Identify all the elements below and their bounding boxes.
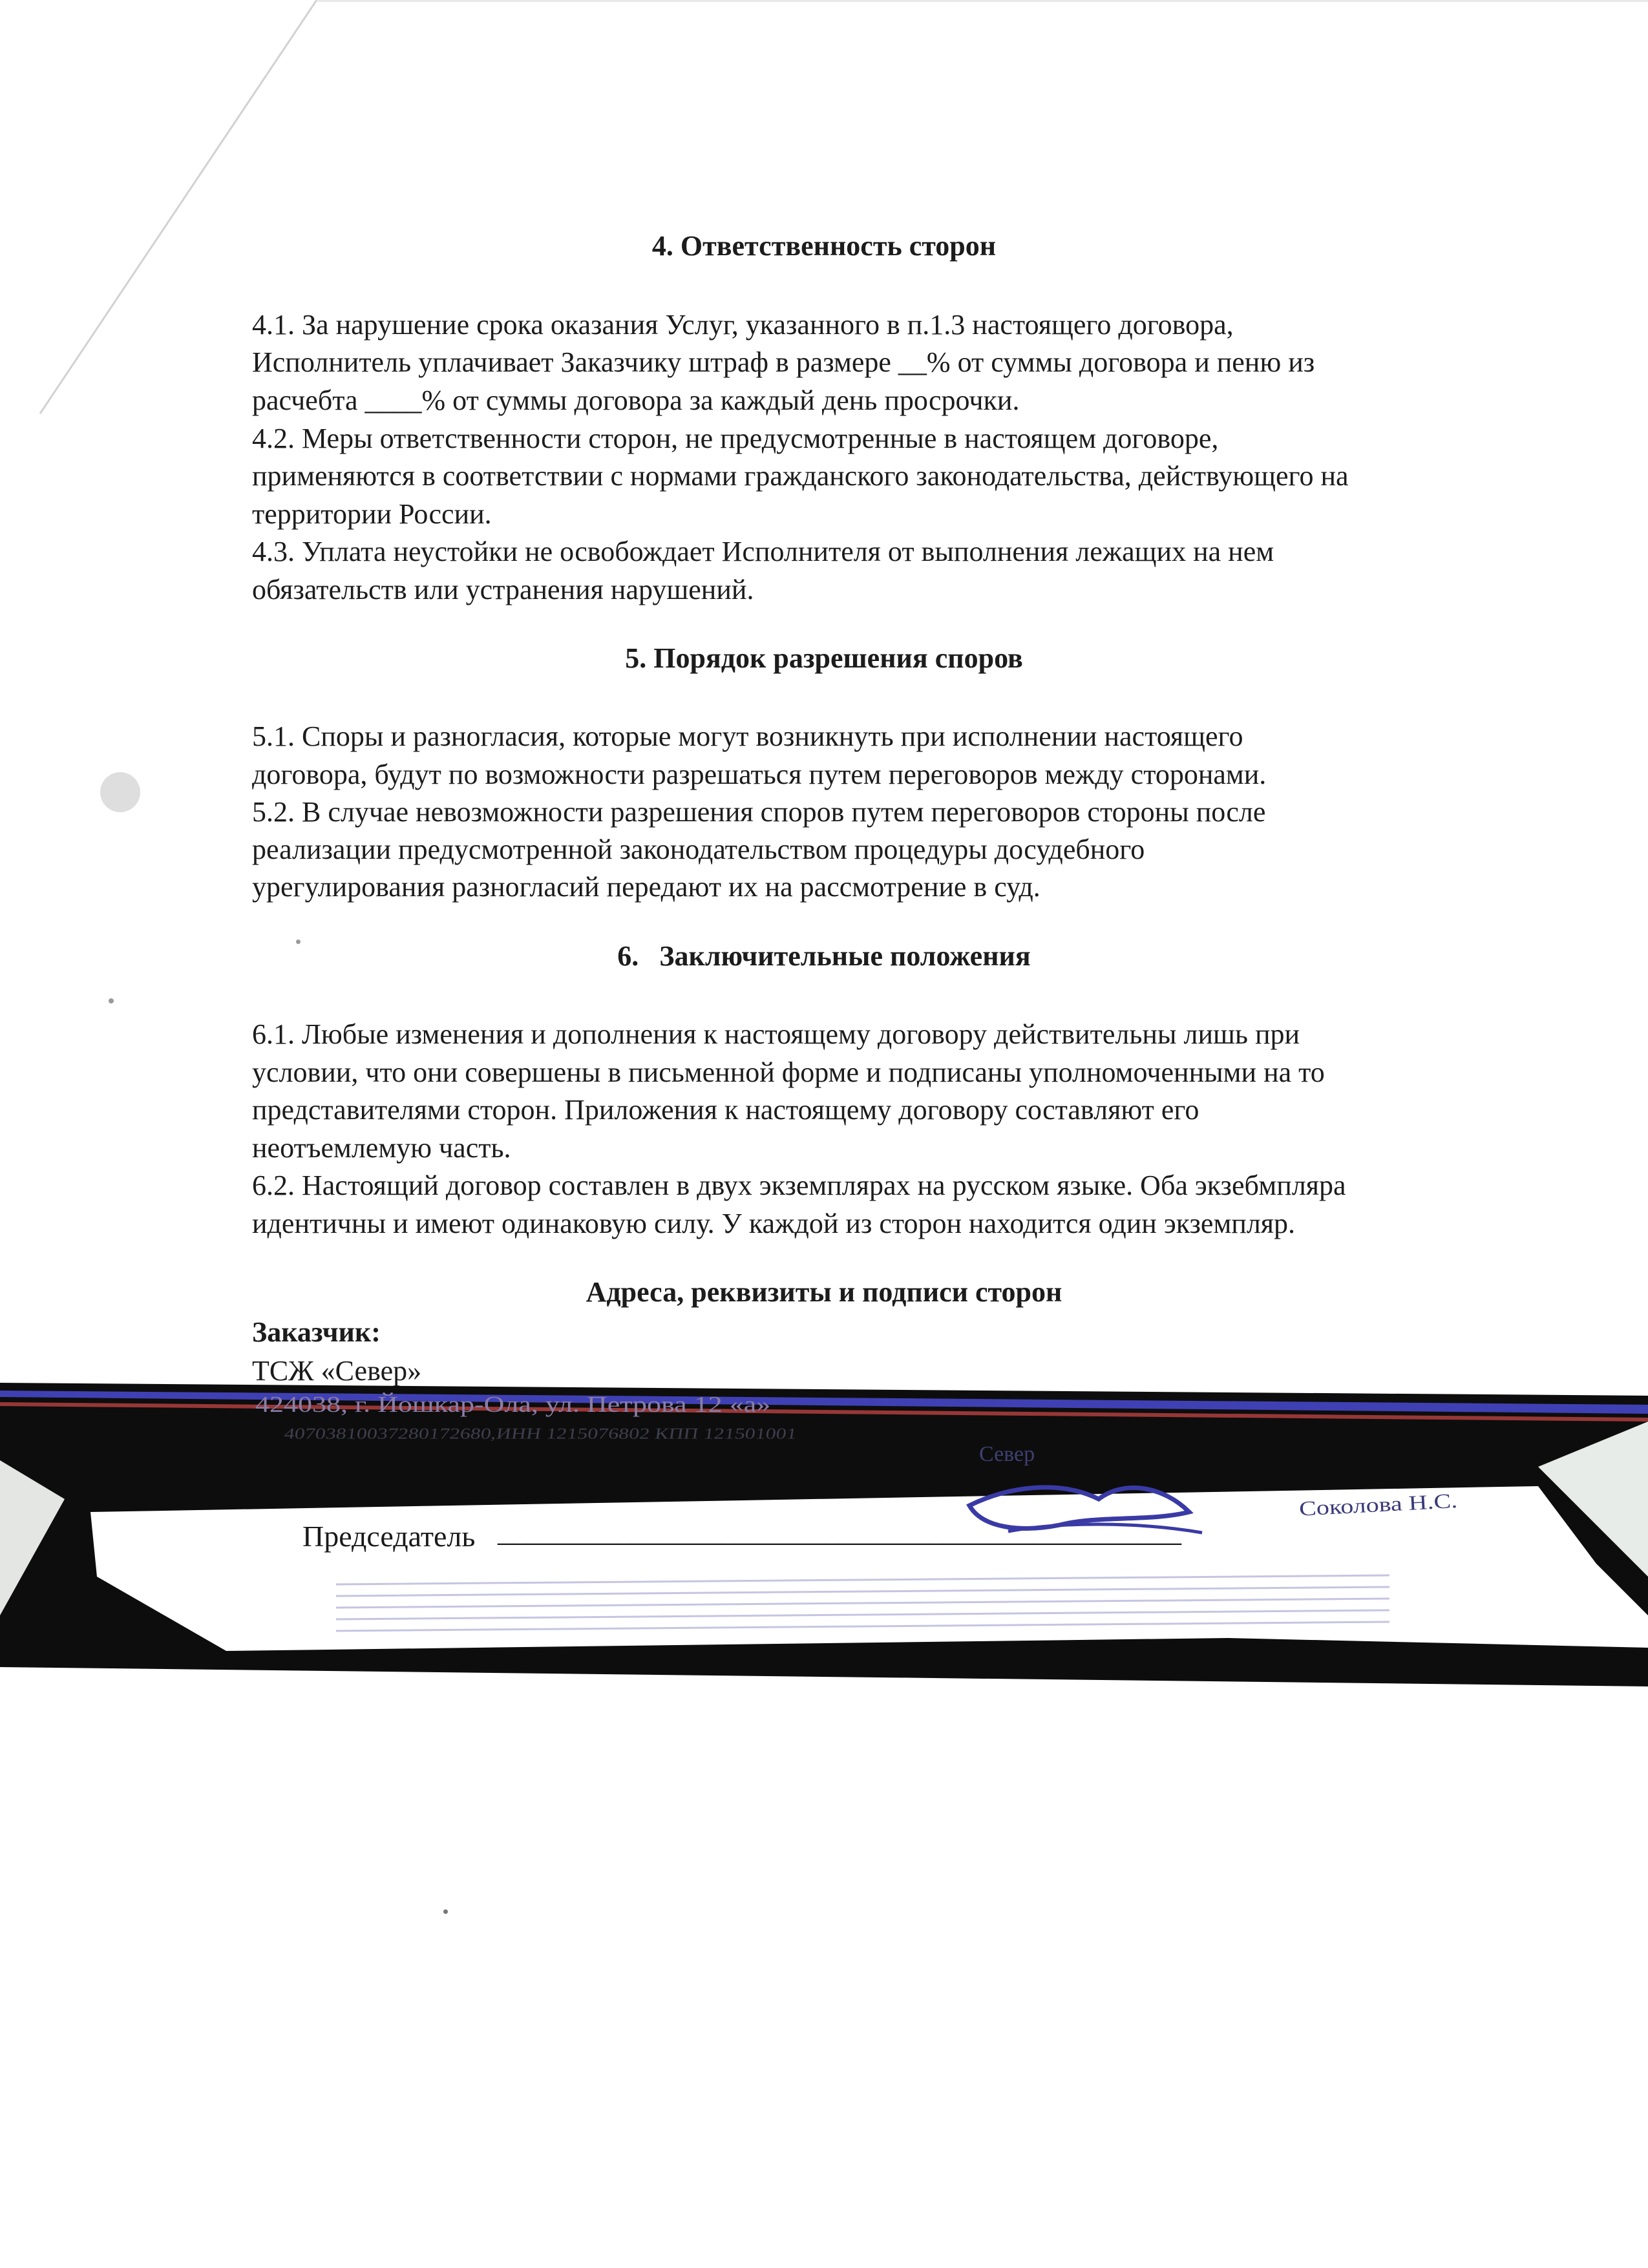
signature-line: ______________________________________________ (498, 1515, 1181, 1548)
text-line: реализации предусмотренной законодательством процедуры досудебного (252, 834, 1145, 865)
section-6-number: 6. (617, 940, 639, 972)
text-line: условии, что они совершены в письменной форме и подписаны уполномоченными на то (252, 1056, 1325, 1088)
text-line: представителями сторон. Приложения к настоящему договору составляют его (252, 1094, 1199, 1126)
scan-speck (443, 1909, 448, 1914)
section-6-title: Заключительные положения (659, 940, 1031, 972)
stamp-text: Север (979, 1442, 1035, 1466)
customer-name: ТСЖ «Север» (252, 1355, 422, 1387)
text-line: идентичны и имеют одинаковую силу. У каждой из сторон находится один экземпляр. (252, 1208, 1296, 1239)
text-line: 5.2. В случае невозможности разрешения споров путем переговоров стороны после (252, 796, 1266, 828)
text-line: применяются в соответствии с нормами гражданского законодательства, действующего на (252, 460, 1349, 492)
text-line: 6.2. Настоящий договор составлен в двух экземплярах на русском языке. Оба экзебмпляра (252, 1170, 1346, 1201)
requisites-heading: Адреса, реквизиты и подписи сторон (586, 1276, 1062, 1308)
scan-speck (109, 998, 114, 1003)
text-line: неотъемлемую часть. (252, 1132, 511, 1164)
text-line: 4.1. За нарушение срока оказания Услуг, указанного в п.1.3 настоящего договора, (252, 309, 1234, 341)
text-line: обязательств или устранения нарушений. (252, 574, 754, 605)
text-line: договора, будут по возможности разрешаться путем переговоров между сторонами. (252, 759, 1267, 790)
chairman-name: Соколова Н.С. (1298, 1489, 1458, 1520)
chairman-label: Председатель (302, 1520, 476, 1553)
text-line: 4.3. Уплата неустойки не освобождает Исполнителя от выполнения лежащих на нем (252, 536, 1274, 567)
text-line: территории России. (252, 498, 492, 530)
text-line: урегулирования разногласий передают их на рассмотрение в суд. (252, 871, 1041, 903)
section-6-heading (0, 940, 1648, 972)
punch-hole (100, 772, 140, 812)
customer-label: Заказчик: (252, 1316, 381, 1348)
text-line: 4.2. Меры ответственности сторон, не предусмотренные в настоящем договоре, (252, 423, 1219, 454)
text-line: 5.1. Споры и разногласия, которые могут возникнуть при исполнении настоящего (252, 720, 1243, 752)
text-line: Исполнитель уплачивает Заказчику штраф в размере __% от суммы договора и пеню из (252, 346, 1315, 378)
text-line: расчебта ____% от суммы договора за каждый день просрочки. (252, 384, 1020, 416)
text-line: 6.1. Любые изменения и дополнения к настоящему договору действительны лишь при (252, 1018, 1300, 1050)
customer-address: 424038, г. Йошкар-Ола, ул. Петрова 12 «а» (255, 1391, 771, 1418)
section-4-heading: 4. Ответственность сторон (651, 230, 997, 262)
section-5-heading: 5. Порядок разрешения споров (625, 642, 1023, 674)
customer-bank-details: 40703810037280172680,ИНН 1215076802 КПП 121501001 (283, 1424, 798, 1442)
